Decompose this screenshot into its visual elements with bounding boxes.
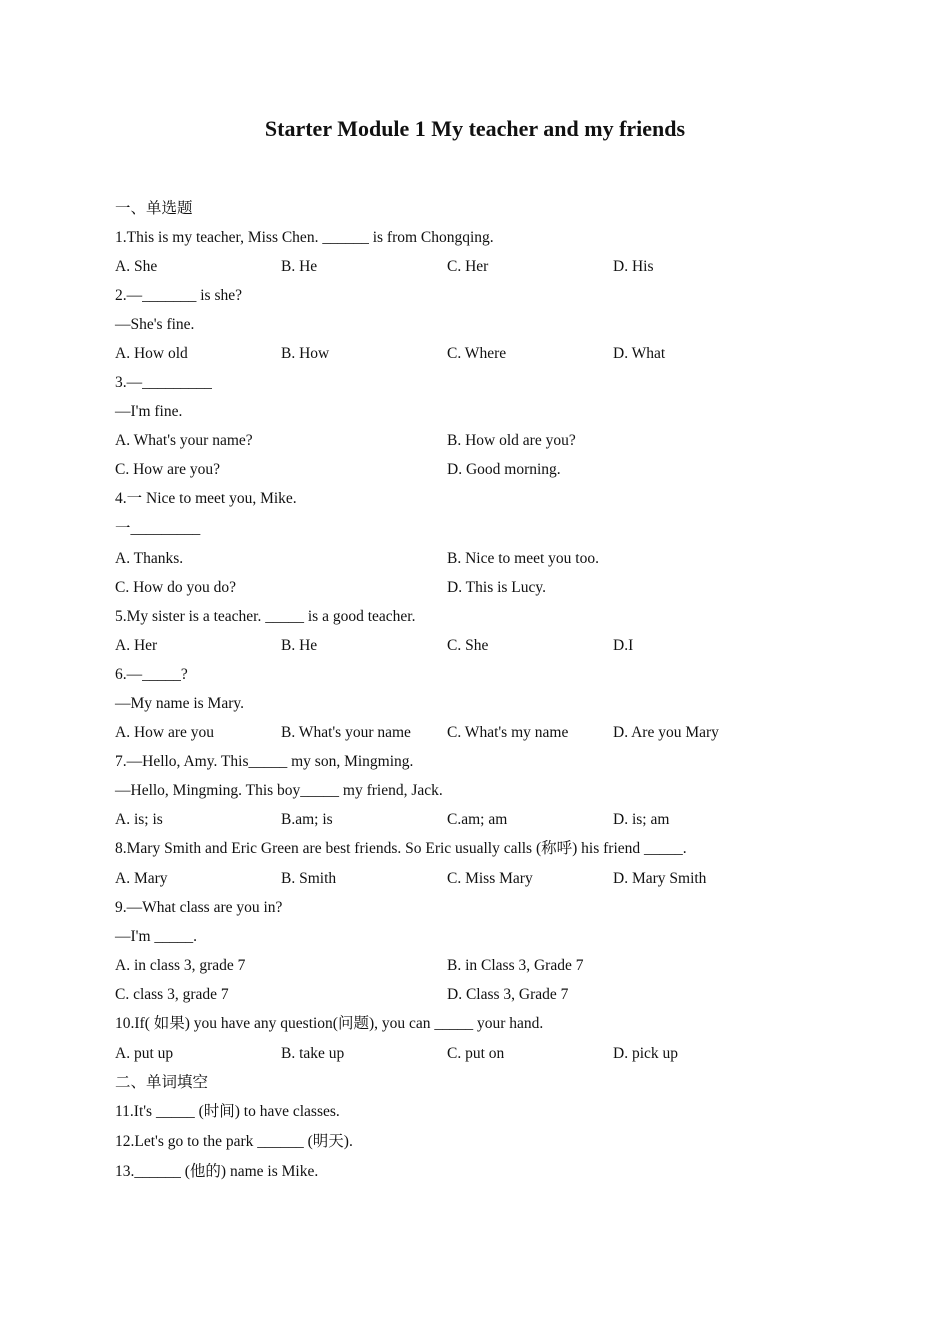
option-row — [115, 631, 835, 660]
option-row — [115, 718, 835, 747]
option-a: A. Her — [115, 637, 158, 654]
option-row — [115, 426, 835, 455]
option-d: D.I — [613, 637, 634, 654]
option-b: B. How — [281, 345, 330, 362]
option-row — [115, 339, 835, 368]
option-b: B. He — [281, 637, 318, 654]
option-b: B. Smith — [281, 870, 337, 887]
option-c: C. Miss Mary — [447, 870, 533, 887]
option-b: B. How old are you? — [447, 432, 576, 449]
option-d: D. Mary Smith — [613, 870, 707, 887]
option-d: D. Good morning. — [447, 461, 561, 478]
question-stem: 6.—_____? — [115, 666, 188, 683]
option-a: A. is; is — [115, 811, 163, 828]
option-b: B.am; is — [281, 811, 333, 828]
option-d: D. His — [613, 258, 654, 275]
option-row — [115, 980, 835, 1009]
option-c: C. How are you? — [115, 461, 221, 478]
option-b: B. take up — [281, 1045, 345, 1062]
question-stem: 8.Mary Smith and Eric Green are best friends. So Eric usually calls (称呼) his friend _____. — [115, 840, 687, 857]
option-b: B. What's your name — [281, 724, 411, 741]
question-stem: 3.—_________ — [115, 374, 212, 391]
option-c: C.am; am — [447, 811, 508, 828]
option-row — [115, 1039, 835, 1068]
option-a: A. What's your name? — [115, 432, 253, 449]
question-stem: 7.—Hello, Amy. This_____ my son, Mingming. — [115, 753, 414, 770]
option-row — [115, 544, 835, 573]
question-list — [115, 194, 835, 1187]
question-stem: 1.This is my teacher, Miss Chen. ______ is from Chongqing. — [115, 229, 494, 246]
section-heading-word-fill: 二、单词填空 — [115, 1074, 209, 1091]
option-a: A. How old — [115, 345, 188, 362]
question-stem: 5.My sister is a teacher. _____ is a good teacher. — [115, 608, 416, 625]
option-d: D. Class 3, Grade 7 — [447, 986, 569, 1003]
fill-blank-item: 12.Let's go to the park ______ (明天). — [115, 1133, 353, 1150]
page-title: Starter Module 1 My teacher and my friends — [264, 116, 686, 141]
option-c: C. Where — [447, 345, 507, 362]
option-row — [115, 455, 835, 484]
fill-blank-item: 11.It's _____ (时间) to have classes. — [115, 1103, 340, 1120]
option-row — [115, 864, 835, 893]
option-row — [115, 573, 835, 602]
question-reply: 一_________ — [115, 520, 201, 537]
option-d: D. What — [613, 345, 666, 362]
question-reply: —My name is Mary. — [115, 695, 245, 712]
option-d: D. is; am — [613, 811, 670, 828]
option-row — [115, 805, 835, 834]
option-b: B. Nice to meet you too. — [447, 550, 599, 567]
option-row — [115, 951, 835, 980]
option-c: C. She — [447, 637, 489, 654]
question-stem: 9.—What class are you in? — [115, 899, 283, 916]
option-d: D. pick up — [613, 1045, 679, 1062]
option-a: A. in class 3, grade 7 — [115, 957, 246, 974]
option-b: B. He — [281, 258, 318, 275]
section-heading-single-choice: 一、单选题 — [115, 200, 193, 217]
option-row — [115, 252, 835, 281]
question-stem: 2.—_______ is she? — [115, 287, 243, 304]
option-c: C. class 3, grade 7 — [115, 986, 229, 1003]
question-stem: 10.If( 如果) you have any question(问题), you can _____ your hand. — [115, 1015, 544, 1032]
option-c: C. put on — [447, 1045, 505, 1062]
question-reply: —She's fine. — [115, 316, 195, 333]
fill-blank-item: 13.______ (他的) name is Mike. — [115, 1163, 319, 1180]
option-c: C. Her — [447, 258, 489, 275]
question-reply: —I'm _____. — [115, 928, 198, 945]
question-stem: 4.一 Nice to meet you, Mike. — [115, 490, 297, 507]
option-c: C. What's my name — [447, 724, 569, 741]
option-a: A. She — [115, 258, 158, 275]
option-d: D. Are you Mary — [613, 724, 719, 741]
question-reply: —I'm fine. — [115, 403, 183, 420]
option-a: A. Mary — [115, 870, 168, 887]
option-c: C. How do you do? — [115, 579, 236, 596]
option-a: A. Thanks. — [115, 550, 184, 567]
question-reply: —Hello, Mingming. This boy_____ my friend, Jack. — [115, 782, 443, 799]
option-a: A. put up — [115, 1045, 174, 1062]
option-d: D. This is Lucy. — [447, 579, 547, 596]
option-a: A. How are you — [115, 724, 215, 741]
option-b: B. in Class 3, Grade 7 — [447, 957, 584, 974]
